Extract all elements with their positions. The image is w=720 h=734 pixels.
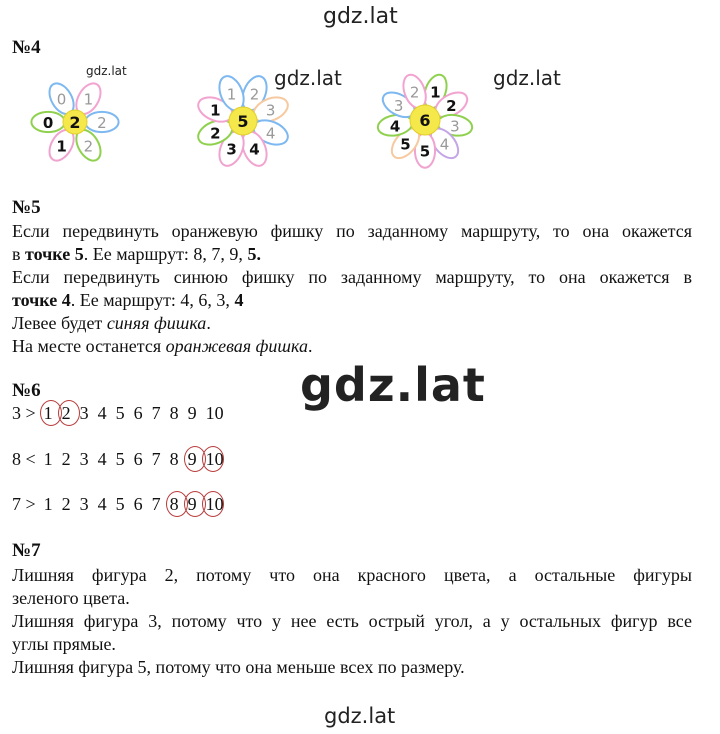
row-number: 9 [187, 494, 197, 514]
row-number: 3 [79, 449, 89, 469]
row-number: 10 [205, 494, 224, 514]
task5-heading: №5 [12, 197, 41, 218]
petal-number: 5 [419, 142, 431, 161]
task7-line1: Лишняя фигура 2, потому что она красного цвета, а остальные фигуры [12, 565, 692, 585]
row-number: 9 [187, 403, 197, 423]
row-number: 9 [187, 449, 197, 469]
watermark-top: gdz.lat [323, 4, 398, 29]
petal-number: 1 [56, 137, 67, 156]
petal-number: 3 [450, 117, 460, 136]
row-number: 10 [205, 403, 224, 423]
task5-line2: в точке 5. Ее маршрут: 8, 7, 9, 5. [12, 244, 261, 264]
task7-heading: №7 [12, 540, 41, 561]
row-number: 7 [151, 403, 161, 423]
row-number: 2 [61, 449, 71, 469]
task7-line4: углы прямые. [12, 634, 116, 654]
petal-number: 1 [83, 90, 94, 109]
petal-number: 2 [249, 85, 260, 104]
petal-number: 2 [83, 137, 94, 156]
petal-number: 2 [446, 96, 457, 115]
row-number: 1 [43, 494, 53, 514]
watermark-bottom: gdz.lat [324, 704, 396, 728]
petal-number: 3 [393, 96, 404, 115]
task5-line3: Если передвинуть синюю фишку по заданному маршруту, то она окажется в [12, 267, 692, 287]
watermark-flower1: gdz.lat [86, 64, 127, 78]
row-number: 4 [97, 449, 107, 469]
petal-number: 0 [56, 90, 67, 109]
row-number: 6 [133, 403, 143, 423]
row-number: 1 [43, 403, 53, 423]
task7-text [12, 564, 692, 679]
task6-row-1 [12, 403, 233, 424]
task5-line6: На месте останется оранжевая фишка. [12, 336, 313, 356]
row-prefix: 8 < [12, 449, 36, 469]
row-number: 7 [151, 449, 161, 469]
task5-line1: Если передвинуть оранжевую фишку по заданному маршруту, то она окажется [12, 221, 692, 241]
row-number: 3 [79, 403, 89, 423]
petal-number: 3 [265, 101, 276, 120]
row-prefix: 3 > [12, 403, 36, 423]
row-prefix: 7 > [12, 494, 36, 514]
row-number: 5 [115, 494, 125, 514]
row-number: 3 [79, 494, 89, 514]
task4-heading: №4 [12, 37, 41, 58]
petal-number: 1 [430, 83, 441, 102]
petal-number: 2 [409, 83, 420, 102]
petal-number: 1 [210, 101, 221, 120]
row-number: 5 [115, 403, 125, 423]
row-number: 8 [169, 449, 179, 469]
row-number: 4 [97, 494, 107, 514]
row-number: 7 [151, 494, 161, 514]
task7-line2: зеленого цвета. [12, 588, 130, 608]
center-number: 5 [237, 112, 249, 131]
task6-heading: №6 [12, 380, 41, 401]
task6-row-2 [12, 449, 233, 470]
center-number: 6 [419, 111, 431, 130]
petal-number: 3 [226, 140, 237, 159]
row-number: 10 [205, 449, 224, 469]
watermark-center: gdz.lat [300, 358, 486, 412]
task7-line5: Лишняя фигура 5, потому что она меньше всех по размеру. [12, 657, 465, 677]
petal-number: 4 [265, 124, 276, 143]
task5-line4: точке 4. Ее маршрут: 4, 6, 3, 4 [12, 290, 244, 310]
center-number: 2 [69, 113, 81, 132]
petal-number: 0 [42, 114, 54, 132]
row-number: 6 [133, 449, 143, 469]
task7-line3: Лишняя фигура 3, потому что у нее есть острый угол, а у остальных фигур все [12, 611, 692, 631]
row-number: 8 [169, 494, 179, 514]
petal-number: 5 [400, 135, 411, 154]
row-number: 4 [97, 403, 107, 423]
row-number: 1 [43, 449, 53, 469]
row-number: 6 [133, 494, 143, 514]
petal-number: 2 [210, 124, 221, 143]
task5-line5: Левее будет синяя фишка. [12, 313, 211, 333]
row-number: 2 [61, 494, 71, 514]
flower-3 [376, 72, 474, 168]
flowers-illustration [0, 0, 720, 200]
row-number: 5 [115, 449, 125, 469]
flower-2 [195, 73, 292, 170]
petal-number: 4 [249, 140, 260, 159]
row-number: 8 [169, 403, 179, 423]
petal-number: 4 [389, 117, 401, 136]
petal-number: 2 [97, 114, 107, 132]
task6-row-3 [12, 494, 233, 515]
petal-number: 1 [226, 85, 237, 104]
task5-text [12, 220, 692, 358]
watermark-flower3: gdz.lat [493, 66, 561, 90]
watermark-flower2: gdz.lat [274, 66, 342, 90]
row-number: 2 [61, 403, 71, 423]
petal-number: 4 [439, 135, 450, 154]
flower-1 [31, 79, 118, 165]
